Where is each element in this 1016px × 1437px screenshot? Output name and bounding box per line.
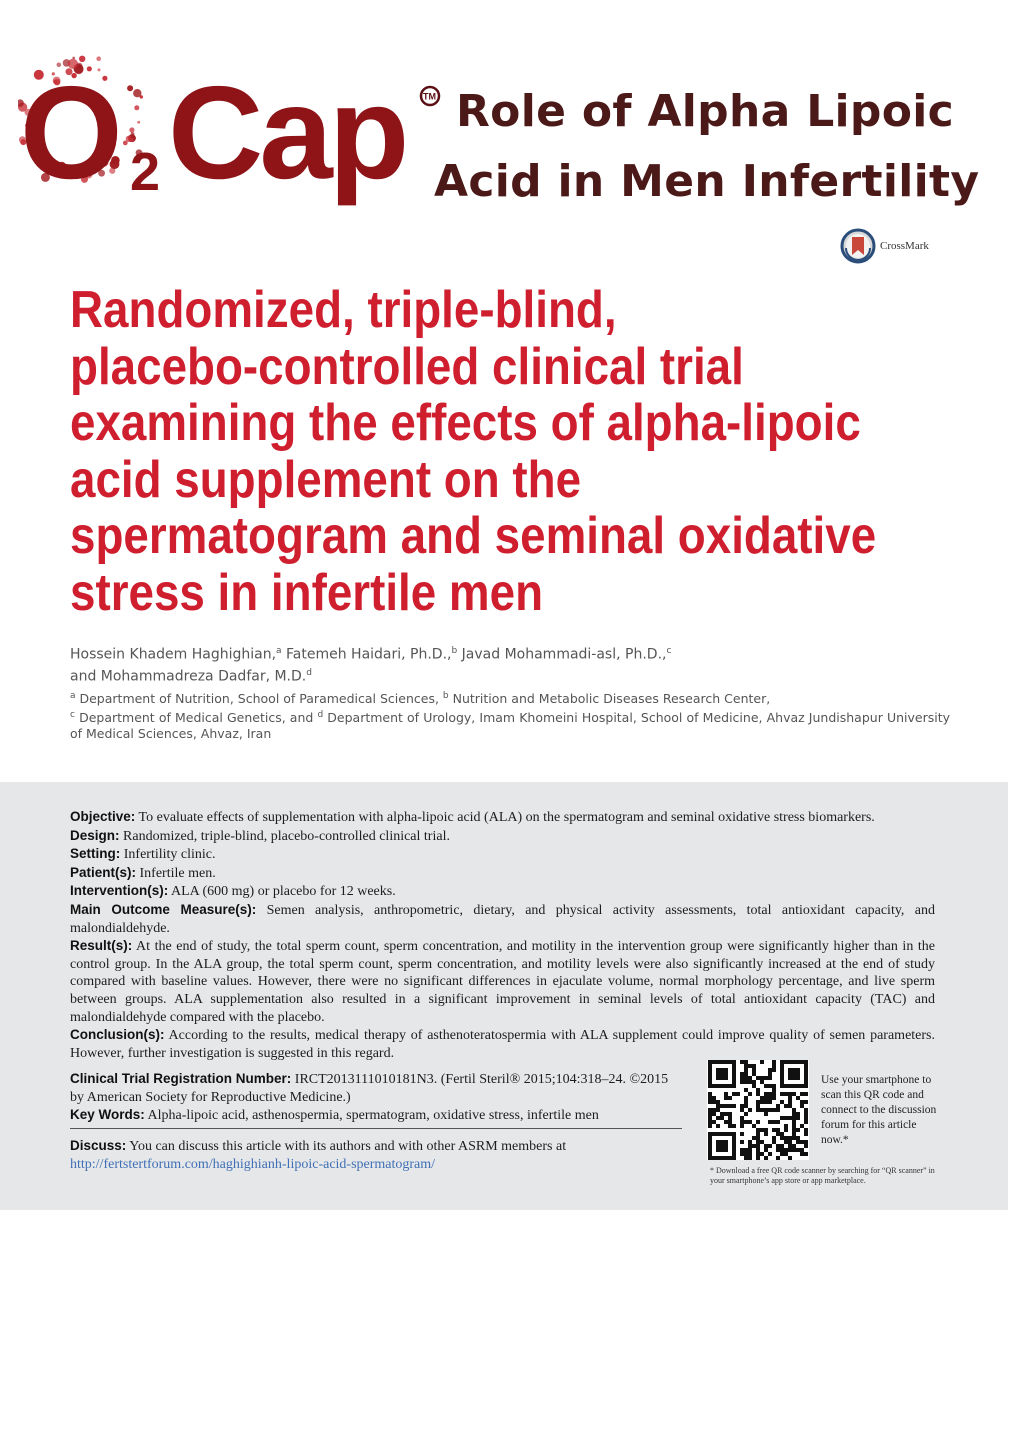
discuss-block [70, 1137, 685, 1173]
section-text: Alpha-lipoic acid, asthenospermia, spermatogram, oxidative stress, infertile men [144, 1108, 599, 1124]
affiliation-text: Department of Medical Genetics, and [74, 710, 318, 726]
o2cap-logo [18, 30, 448, 210]
affiliation-marker: a [70, 691, 76, 701]
title-line: Randomized, triple-blind, [70, 281, 617, 339]
logo-subscript: 2 [130, 142, 161, 202]
qr-instructions: Use your smartphone to scan this QR code and connect to the discussion forum for this article now.* [821, 1074, 937, 1146]
title-line: stress in infertile men [70, 563, 544, 622]
abstract-body [70, 808, 935, 1062]
registration-block [70, 1070, 682, 1125]
blood-cell-dot [133, 89, 141, 97]
crossmark-badge[interactable] [840, 228, 929, 264]
author-name: Fatemeh Haidari, Ph.D., [281, 646, 452, 663]
section-label: Clinical Trial Registration Number: [70, 1071, 292, 1086]
section-text: Infertile men. [136, 865, 216, 881]
section-text: ALA (600 mg) or placebo for 12 weeks. [168, 884, 396, 900]
affiliation-text: Department of Nutrition, School of Paramedical Sciences, [75, 691, 443, 707]
section-text: You can discuss this article with its authors and with other ASRM members at [126, 1139, 567, 1154]
logo-wordmark: Cap [168, 59, 406, 206]
article-title [70, 281, 877, 622]
blood-cell-dot [129, 127, 134, 132]
abstract-objective [70, 808, 935, 827]
section-text: At the end of study, the total sperm count, sperm concentration, and motility in the intervention group were significantly higher than in the control group. In the ALA group, the total sperm count, sperm concentration, and motility levels were also significantly increased at the end of study compared with baseline values. However, there were no significant differences in ejaculate volume, normal morphology percentage, and live sperm between groups. ALA supplementation also resulted in a significant improvement in seminal levels of total antioxidant capacity (TAC) and malondialdehyde compared with the placebo. [70, 939, 935, 1025]
blood-cell-dot [134, 105, 139, 110]
blood-cell-dot [123, 141, 128, 146]
logo-letter-o: O [20, 59, 119, 206]
section-label: Intervention(s): [70, 883, 169, 899]
author-marker: b [451, 646, 458, 656]
promo-title-line1: Role of Alpha Lipoic [456, 86, 955, 137]
affiliation-marker: d [317, 710, 324, 721]
promo-title-line2: Acid in Men Infertility [434, 156, 980, 207]
author-list [70, 642, 950, 685]
title-line: acid supplement on the [70, 450, 582, 509]
divider [70, 1128, 682, 1129]
abstract-registration [70, 1070, 682, 1106]
affiliation-marker: b [442, 691, 449, 701]
title-line: spermatogram and seminal oxidative [70, 507, 877, 565]
section-label: Patient(s): [70, 864, 137, 880]
abstract-keywords [70, 1106, 682, 1125]
section-text: According to the results, medical therapy of asthenoteratospermia with ALA supplement could improve quality of semen parameters. However, further investigation is suggested in this regard. [70, 1028, 935, 1061]
abstract-setting [70, 845, 935, 864]
abstract-design [70, 827, 935, 846]
section-text: Infertility clinic. [120, 847, 216, 863]
abstract-outcome [70, 901, 935, 937]
author-name: and Mohammadreza Dadfar, M.D. [70, 668, 307, 685]
abstract-patients [70, 864, 935, 883]
section-label: Conclusion(s): [70, 1027, 165, 1043]
abstract-results [70, 937, 935, 1026]
crossmark-label: CrossMark [880, 240, 929, 252]
affiliation-text: Department of Urology, Imam Khomeini Hospital, School of Medicine, Ahvaz Jundishapur University of Medical Sciences, Ahvaz, Iran [70, 710, 950, 742]
blood-cell-dot [127, 85, 133, 91]
title-line: placebo-controlled clinical trial [70, 337, 744, 396]
title-line: examining the effects of alpha-lipoic [70, 394, 861, 452]
abstract-conclusions [70, 1026, 935, 1062]
section-text: Semen analysis, anthropometric, dietary, and physical activity assessments, total antioxidant capacity, and malondialdehyde. [70, 902, 935, 936]
section-label: Setting: [70, 846, 121, 862]
author-name: Hossein Khadem Haghighian, [70, 646, 277, 663]
abstract-interventions [70, 882, 935, 901]
section-text: Randomized, triple-blind, placebo-controlled clinical trial. [119, 828, 450, 844]
section-label: Main Outcome Measure(s): [70, 901, 257, 917]
section-label: Key Words: [70, 1107, 145, 1123]
crossmark-icon [840, 228, 876, 264]
affiliation-text: Nutrition and Metabolic Diseases Research Center, [448, 691, 771, 707]
section-text: To evaluate effects of supplementation with alpha-lipoic acid (ALA) on the spermatogram and seminal oxidative stress biomarkers. [135, 810, 875, 825]
author-marker: c [666, 646, 672, 656]
blood-cell-dot [131, 132, 135, 136]
affiliations [70, 688, 950, 742]
qr-code[interactable] [707, 1060, 809, 1160]
section-label: Discuss: [70, 1138, 127, 1153]
author-name: Javad Mohammadi-asl, Ph.D., [457, 646, 667, 663]
qr-footnote: * Download a free QR code scanner by searching for “QR scanner” in your smartphone’s app store or app marketplace. [710, 1166, 935, 1185]
section-text: IRCT2013111010181N3. (Fertil Steril® 2015;104:318–24. ©2015 by American Society for Reproductive Medicine.) [70, 1072, 669, 1105]
trademark-text: TM [423, 91, 436, 102]
affiliation-marker: c [70, 710, 75, 721]
author-marker: a [276, 646, 282, 656]
section-label: Objective: [70, 809, 136, 824]
section-label: Design: [70, 827, 120, 843]
author-marker: d [306, 667, 312, 678]
discussion-forum-link[interactable]: http://fertstertforum.com/haghighianh-lipoic-acid-spermatogram/ [70, 1156, 436, 1172]
blood-cell-dot [137, 121, 140, 124]
section-label: Result(s): [70, 938, 133, 954]
